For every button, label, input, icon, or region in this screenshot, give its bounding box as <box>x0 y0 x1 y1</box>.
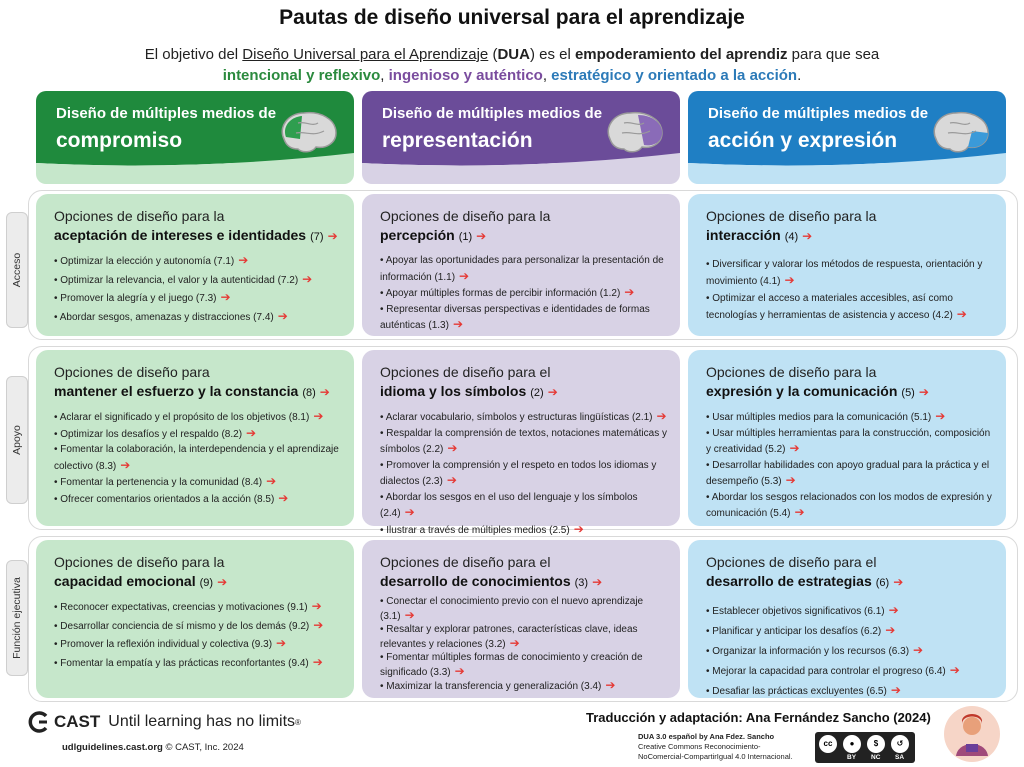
arrow-icon[interactable]: ➔ <box>956 306 967 321</box>
page-title: Pautas de diseño universal para el aprendizaje <box>279 6 745 29</box>
license-text <box>638 732 793 762</box>
guideline-number: (9) <box>199 577 214 589</box>
list-item: • Reconocer expectativas, creencias y motivaciones (9.1) ➔ <box>54 599 342 616</box>
card-strategy-development <box>688 540 1006 698</box>
arrow-icon[interactable]: ➔ <box>547 385 558 399</box>
arrow-icon[interactable]: ➔ <box>313 617 324 632</box>
arrow-icon[interactable]: ➔ <box>404 607 415 622</box>
goal-blue: estratégico y orientado a la acción <box>551 67 798 84</box>
card-prefix: Opciones de diseño para la <box>54 208 225 224</box>
subtitle-text: El objetivo del <box>144 46 243 63</box>
license-line: Creative Commons Reconocimiento- <box>638 742 761 751</box>
subtitle-text: ) es el <box>529 46 575 63</box>
goal-period: . <box>797 67 802 84</box>
list-item: • Apoyar las oportunidades para personalizar la presentación de información (1.1) ➔ <box>380 253 668 285</box>
subtitle-emphasis: empoderamiento del aprendiz <box>574 46 788 63</box>
card-knowledge-building <box>362 540 680 698</box>
column-header-line1: Diseño de múltiples medios de <box>382 105 603 122</box>
card-title: idioma y los símbolos <box>380 383 527 399</box>
card-title: desarrollo de conocimientos <box>380 573 571 589</box>
page-subtitle <box>0 44 1024 86</box>
guideline-number: (2) <box>530 387 544 399</box>
column-header-representation <box>362 91 680 184</box>
arrow-icon[interactable]: ➔ <box>319 385 330 399</box>
arrow-icon[interactable]: ➔ <box>573 521 584 536</box>
arrow-icon[interactable]: ➔ <box>246 425 257 440</box>
card-title: desarrollo de estrategias <box>706 573 872 589</box>
arrow-icon[interactable]: ➔ <box>120 457 131 472</box>
arrow-icon[interactable]: ➔ <box>277 308 288 323</box>
card-prefix: Opciones de diseño para el <box>380 554 551 570</box>
arrow-icon[interactable]: ➔ <box>802 229 813 243</box>
arrow-icon[interactable]: ➔ <box>656 409 667 423</box>
row-label-text: Acceso <box>11 252 23 288</box>
list-item: • Diversificar y valorar los métodos de respuesta, orientación y movimiento (4.1) ➔ <box>706 257 994 289</box>
author-avatar <box>944 706 1000 762</box>
list-item: • Mejorar la capacidad para controlar el progreso (6.4) ➔ <box>706 661 994 681</box>
arrow-icon[interactable]: ➔ <box>459 268 470 283</box>
author-avatar-illustration <box>944 706 1000 762</box>
card-prefix: Opciones de diseño para la <box>706 364 877 380</box>
row-label-text: Función ejecutiva <box>11 577 23 659</box>
nc-dollar-icon: $ <box>867 735 885 753</box>
card-prefix: Opciones de diseño para el <box>380 364 551 380</box>
card-prefix: Opciones de diseño para el <box>706 554 877 570</box>
list-item: • Desarrollar habilidades con apoyo gradual para la práctica y el desempeño (5.3) ➔ <box>706 458 994 490</box>
sa-share-icon: ↺ <box>891 735 909 753</box>
list-item: • Fomentar múltiples formas de conocimiento y creación de significado (3.3) ➔ <box>380 651 668 679</box>
list-item: • Fomentar la colaboración, la interdependencia y el aprendizaje colectivo (8.3) ➔ <box>54 442 342 474</box>
card-interests-identities <box>36 194 354 336</box>
arrow-icon[interactable]: ➔ <box>313 409 324 423</box>
list-item: • Promover la comprensión y el respeto en todos los idiomas y dialectos (2.3) ➔ <box>380 458 668 490</box>
card-effort-persistence <box>36 350 354 526</box>
list-item: • Abordar sesgos, amenazas y distracciones (7.4) ➔ <box>54 309 342 326</box>
list-item: • Optimizar la elección y autonomía (7.1) ➔ <box>54 253 342 270</box>
arrow-icon[interactable]: ➔ <box>278 490 289 505</box>
arrow-icon[interactable]: ➔ <box>888 603 899 617</box>
arrow-icon[interactable]: ➔ <box>785 473 796 487</box>
arrow-icon[interactable]: ➔ <box>276 636 287 650</box>
arrow-icon[interactable]: ➔ <box>217 575 228 589</box>
arrow-icon[interactable]: ➔ <box>452 317 463 331</box>
arrow-icon[interactable]: ➔ <box>312 654 323 669</box>
card-prefix: Opciones de diseño para la <box>380 208 551 224</box>
list-item: • Fomentar la pertenencia y la comunidad (8.4) ➔ <box>54 474 342 491</box>
arrow-icon[interactable]: ➔ <box>266 474 277 488</box>
column-header-title: representación <box>382 129 533 152</box>
arrow-icon[interactable]: ➔ <box>509 635 520 650</box>
card-emotional-capacity <box>36 540 354 698</box>
list-item: • Desafiar las prácticas excluyentes (6.5) ➔ <box>706 681 994 701</box>
arrow-icon[interactable]: ➔ <box>784 272 795 287</box>
subtitle-text: ( <box>488 46 498 63</box>
arrow-icon[interactable]: ➔ <box>404 505 415 519</box>
list-item: • Fomentar la empatía y las prácticas reconfortantes (9.4) ➔ <box>54 655 342 672</box>
list-item: • Optimizar la relevancia, el valor y la autenticidad (7.2) ➔ <box>54 272 342 289</box>
arrow-icon[interactable]: ➔ <box>476 229 487 243</box>
dua-abbr: DUA <box>497 46 530 63</box>
arrow-icon[interactable]: ➔ <box>893 575 904 589</box>
row-label-access <box>6 212 28 328</box>
list-item: • Apoyar múltiples formas de percibir información (1.2) ➔ <box>380 285 668 302</box>
brain-icon <box>276 109 340 155</box>
arrow-icon[interactable]: ➔ <box>446 473 457 487</box>
cast-logo-icon <box>28 711 50 733</box>
cc-by-label: BY <box>847 754 857 761</box>
list-item: • Ilustrar a través de múltiples medios (2.5) ➔ <box>380 522 668 539</box>
copyright-text: © CAST, Inc. 2024 <box>162 742 244 753</box>
card-title: percepción <box>380 227 455 243</box>
arrow-icon[interactable]: ➔ <box>794 505 805 519</box>
list-item: • Abordar los sesgos relacionados con los modos de expresión y comunicación (5.4) ➔ <box>706 490 994 522</box>
card-prefix: Opciones de diseño para <box>54 364 210 380</box>
list-item: • Respaldar la comprensión de textos, notaciones matemáticas y símbolos (2.2) ➔ <box>380 426 668 458</box>
card-language-symbols <box>362 350 680 536</box>
arrow-icon[interactable]: ➔ <box>605 678 616 692</box>
cc-license-badge[interactable] <box>815 732 915 763</box>
cc-icon: cc <box>819 735 837 753</box>
list-item: • Organizar la información y los recursos (6.3) ➔ <box>706 641 994 661</box>
cc-nc-label: NC <box>871 754 881 761</box>
list-item: • Aclarar el significado y el propósito de los objetivos (8.1) ➔ <box>54 409 342 426</box>
goal-purple: ingenioso y auténtico <box>388 67 543 84</box>
guideline-number: (3) <box>574 577 589 589</box>
list-item: • Usar múltiples herramientas para la construcción, composición y creatividad (5.2) ➔ <box>706 426 994 458</box>
column-header-title: compromiso <box>56 129 183 152</box>
list-item: • Usar múltiples medios para la comunicación (5.1) ➔ <box>706 409 994 426</box>
card-title: expresión y la comunicación <box>706 383 898 399</box>
list-item: • Aclarar vocabulario, símbolos y estructuras lingüísticas (2.1) ➔ <box>380 409 668 426</box>
arrow-icon[interactable]: ➔ <box>220 290 231 304</box>
guideline-number: (5) <box>901 387 915 399</box>
arrow-icon[interactable]: ➔ <box>913 643 924 657</box>
column-header-line1: Diseño de múltiples medios de <box>56 105 277 122</box>
list-item: • Optimizar los desafíos y el respaldo (8.2) ➔ <box>54 426 342 443</box>
arrow-icon[interactable]: ➔ <box>327 229 338 243</box>
by-person-icon: ● <box>843 735 861 753</box>
cast-logo <box>28 711 301 733</box>
list-item: • Promover la alegría y el juego (7.3) ➔ <box>54 290 342 307</box>
arrow-icon[interactable]: ➔ <box>890 683 901 697</box>
column-header-engagement <box>36 91 354 184</box>
cast-tagline: Until learning has no limits <box>108 713 296 730</box>
subtitle-text: para que sea <box>787 46 880 63</box>
list-item: • Resaltar y explorar patrones, características clave, ideas relevantes y relaciones (3.2) ➔ <box>380 623 668 651</box>
arrow-icon[interactable]: ➔ <box>592 575 603 589</box>
card-prefix: Opciones de diseño para la <box>706 208 877 224</box>
list-item: • Maximizar la transferencia y generalización (3.4) ➔ <box>380 679 668 694</box>
row-label-text: Apoyo <box>11 425 23 455</box>
arrow-icon[interactable]: ➔ <box>447 441 458 455</box>
arrow-icon[interactable]: ➔ <box>311 599 322 613</box>
guideline-number: (7) <box>310 231 324 243</box>
goal-separator: , <box>542 67 552 84</box>
arrow-icon[interactable]: ➔ <box>935 409 946 423</box>
cc-sa-label: SA <box>895 754 905 761</box>
translation-credit: Traducción y adaptación: Ana Fernández Sancho (2024) <box>586 710 931 725</box>
column-header-action-expression <box>688 91 1006 184</box>
row-label-support <box>6 376 28 504</box>
list-item: • Ofrecer comentarios orientados a la acción (8.5) ➔ <box>54 491 342 508</box>
registered-mark: ® <box>295 717 301 727</box>
list-item: • Optimizar el acceso a materiales accesibles, así como tecnologías y herramientas de asistencia y acceso (4.2) ➔ <box>706 291 994 323</box>
footer-url <box>62 742 244 753</box>
license-line: NoComercial-CompartirIgual 4.0 Internacional. <box>638 752 793 761</box>
list-item: • Conectar el conocimiento previo con el nuevo aprendizaje (3.1) ➔ <box>380 595 668 623</box>
column-header-title: acción y expresión <box>708 129 898 152</box>
card-interaction <box>688 194 1006 336</box>
list-item: • Representar diversas perspectivas e identidades de formas auténticas (1.3) ➔ <box>380 302 668 334</box>
udl-url-link[interactable]: udlguidelines.cast.org <box>62 742 163 753</box>
card-title: interacción <box>706 227 781 243</box>
list-item: • Abordar los sesgos en el uso del lenguaje y los símbolos (2.4) ➔ <box>380 490 668 522</box>
list-item: • Promover la reflexión individual y colectiva (9.3) ➔ <box>54 636 342 653</box>
row-label-executive <box>6 560 28 676</box>
cast-brand: CAST <box>54 712 101 731</box>
arrow-icon[interactable]: ➔ <box>302 271 313 286</box>
arrow-icon[interactable]: ➔ <box>949 663 960 677</box>
goal-separator: , <box>380 67 389 84</box>
guideline-number: (6) <box>875 577 890 589</box>
arrow-icon[interactable]: ➔ <box>918 385 929 399</box>
list-item: • Desarrollar conciencia de sí mismo y de los demás (9.2) ➔ <box>54 618 342 635</box>
udl-link[interactable]: Diseño Universal para el Aprendizaje <box>242 46 489 63</box>
brain-icon <box>928 109 992 155</box>
guideline-number: (8) <box>302 387 316 399</box>
brain-icon <box>602 109 666 155</box>
card-expression-communication <box>688 350 1006 526</box>
card-title: capacidad emocional <box>54 573 196 589</box>
card-title: aceptación de intereses e identidades <box>54 227 307 243</box>
card-perception <box>362 194 680 336</box>
list-item: • Establecer objetivos significativos (6.1) ➔ <box>706 601 994 621</box>
guideline-number: (1) <box>458 231 473 243</box>
guideline-number: (4) <box>784 231 799 243</box>
license-author: DUA 3.0 español by Ana Fdez. Sancho <box>638 732 775 741</box>
arrow-icon[interactable]: ➔ <box>624 285 635 299</box>
arrow-icon[interactable]: ➔ <box>885 623 896 637</box>
list-item: • Planificar y anticipar los desafíos (6.2) ➔ <box>706 621 994 641</box>
arrow-icon[interactable]: ➔ <box>238 253 249 267</box>
arrow-icon[interactable]: ➔ <box>454 663 465 678</box>
card-title: mantener el esfuerzo y la constancia <box>54 383 299 399</box>
goal-green: intencional y reflexivo <box>222 67 381 84</box>
column-header-line1: Diseño de múltiples medios de <box>708 105 929 122</box>
arrow-icon[interactable]: ➔ <box>789 441 800 455</box>
card-prefix: Opciones de diseño para la <box>54 554 225 570</box>
